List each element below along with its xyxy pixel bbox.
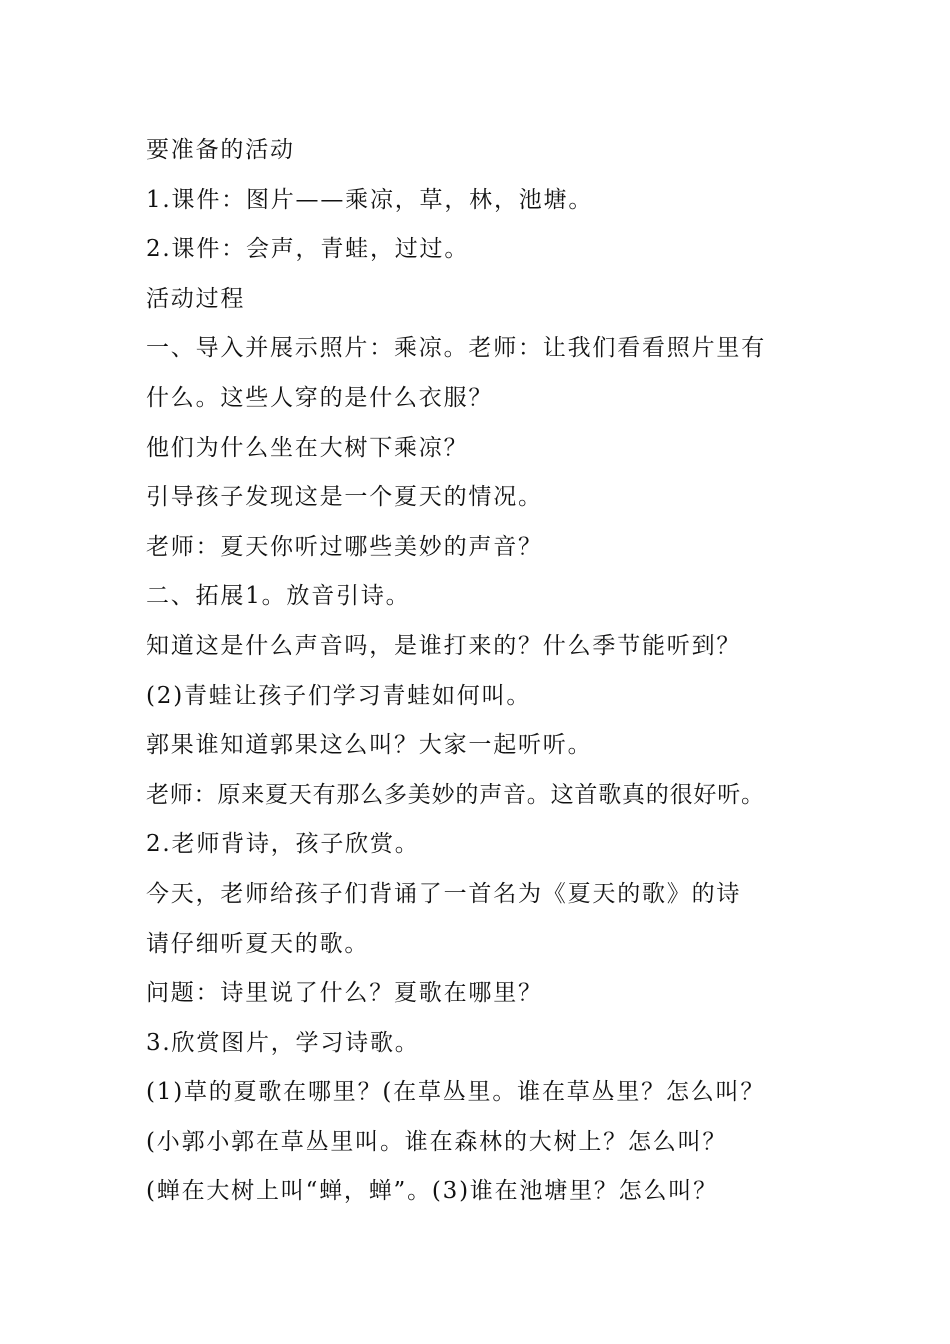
text-line: 活动过程 (146, 285, 246, 312)
text-line: 什么。这些人穿的是什么衣服？ (146, 384, 494, 411)
text-line: 2.老师背诗，孩子欣赏。 (146, 831, 420, 858)
text-line: 老师：夏天你听过哪些美妙的声音？ (146, 533, 543, 560)
text-line: (蝉在大树上叫“蝉，蝉”。(3)谁在池塘里？怎么叫？ (146, 1178, 718, 1205)
text-line: (2)青蛙让孩子们学习青蛙如何叫。 (146, 682, 532, 709)
text-line: 2.课件：会声，青蛙，过过。 (146, 236, 470, 263)
text-line: 问题：诗里说了什么？夏歌在哪里？ (146, 980, 543, 1007)
text-line: 知道这是什么声音吗，是谁打来的？什么季节能听到？ (146, 632, 742, 659)
text-line: 1.课件：图片——乘凉，草，林，池塘。 (146, 186, 594, 213)
text-line: 郭果谁知道郭果这么叫？大家一起听听。 (146, 732, 593, 759)
text-line: 今天，老师给孩子们背诵了一首名为《夏天的歌》的诗 (146, 880, 742, 907)
text-line: 3.欣赏图片，学习诗歌。 (146, 1029, 420, 1056)
text-line: 二、拓展1。放音引诗。 (146, 583, 411, 610)
text-line: 他们为什么坐在大树下乘凉？ (146, 434, 469, 461)
text-line: 一、导入并展示照片：乘凉。老师：让我们看看照片里有 (146, 335, 766, 362)
text-line: (小郭小郭在草丛里叫。谁在森林的大树上？怎么叫？ (146, 1128, 728, 1155)
text-line: 老师：原来夏天有那么多美妙的声音。这首歌真的很好听。 (146, 781, 765, 808)
text-line: 引导孩子发现这是一个夏天的情况。 (146, 484, 543, 511)
text-line: 请仔细听夏天的歌。 (146, 930, 370, 957)
document-body (146, 126, 846, 1217)
text-line: (1)草的夏歌在哪里？(在草丛里。谁在草丛里？怎么叫？ (146, 1079, 766, 1106)
text-line: 要准备的活动 (146, 137, 295, 163)
